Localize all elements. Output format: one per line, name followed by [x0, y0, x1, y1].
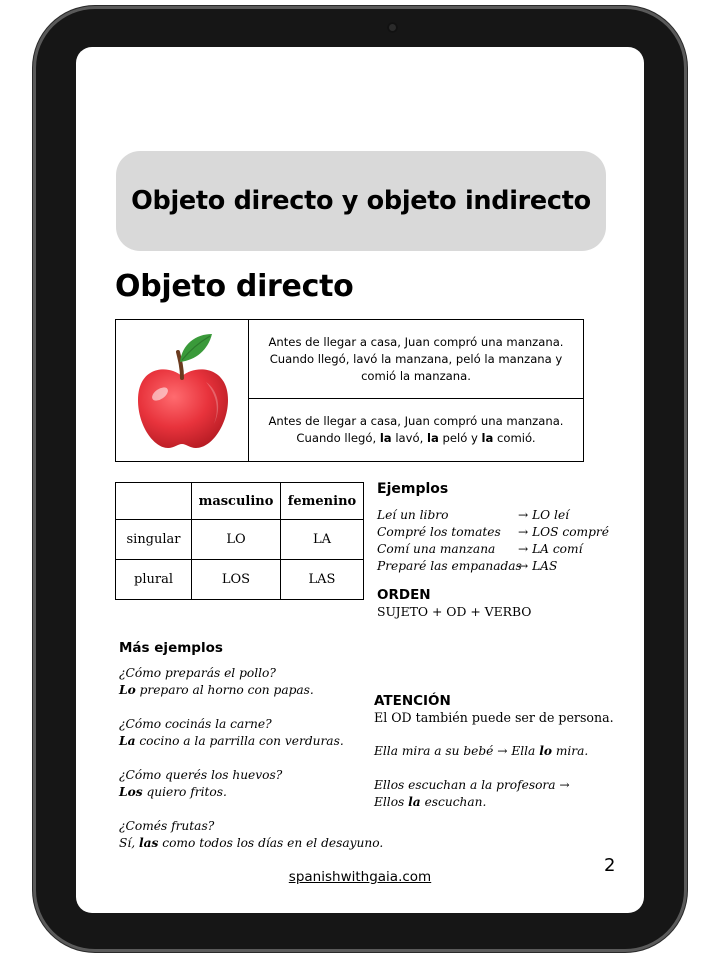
sentence-2-part-2: Cuando llegó,: [296, 431, 377, 445]
page-title: Objeto directo y objeto indirecto: [131, 186, 591, 216]
atencion-example-2: Ellos escuchan a la profesora → Ellos la escuchan.: [374, 778, 570, 809]
answer: cocino a la parrilla con verduras.: [139, 734, 344, 748]
row-label: singular: [116, 520, 192, 560]
camera-dot: [387, 22, 398, 33]
list-item: Preparé las empanadas → LAS: [377, 559, 558, 573]
atencion-text: El OD también puede ser de persona.: [374, 710, 614, 725]
table-header-masculino: masculino: [192, 483, 281, 520]
website-link[interactable]: spanishwithgaia.com: [288, 869, 432, 885]
apple-icon: [116, 320, 248, 461]
table-row: [116, 560, 364, 600]
answer: quiero fritos.: [146, 785, 227, 799]
table-header-row: [116, 483, 364, 520]
pronoun: La: [119, 734, 136, 748]
pronoun-1: la: [379, 431, 392, 445]
cell-fem: LAS: [281, 560, 364, 600]
orden-formula: SUJETO + OD + VERBO: [377, 604, 532, 619]
pronoun: Lo: [119, 683, 136, 697]
question: ¿Cómo cocinás la carne?: [119, 717, 272, 731]
list-item: Compré los tomates → LOS compré: [377, 525, 609, 539]
pronoun-table: [115, 482, 364, 600]
verb-1: lavó,: [395, 431, 424, 445]
pronoun: las: [139, 836, 159, 850]
pronoun-3: la: [481, 431, 494, 445]
cell-fem: LA: [281, 520, 364, 560]
mas-ejemplo-item: [119, 665, 314, 699]
pronoun: lo: [539, 744, 552, 758]
title-banner: [116, 151, 606, 251]
apple-image-cell: [116, 320, 249, 461]
verb-2: peló y: [442, 431, 478, 445]
pre: Sí,: [119, 836, 136, 850]
pronoun: la: [408, 795, 421, 809]
pronoun-2: la: [426, 431, 439, 445]
question: ¿Cómo preparás el pollo?: [119, 666, 276, 680]
table-header-empty: [116, 483, 192, 520]
mas-ejemplos-heading: Más ejemplos: [119, 640, 223, 656]
cell-masc: LOS: [192, 560, 281, 600]
table-header-femenino: femenino: [281, 483, 364, 520]
sentence-2-part-1: Antes de llegar a casa, Juan compró una manzana.: [268, 414, 564, 428]
answer: como todos los días en el desayuno.: [162, 836, 384, 850]
row-label: plural: [116, 560, 192, 600]
cell-masc: LO: [192, 520, 281, 560]
answer: preparo al horno con papas.: [139, 683, 314, 697]
atencion-heading: ATENCIÓN: [374, 693, 451, 709]
list-item: Leí un libro → LO leí: [377, 508, 570, 522]
page: [76, 47, 644, 913]
question: ¿Cómo querés los huevos?: [119, 768, 283, 782]
verb-3: comió.: [497, 431, 536, 445]
intro-sentence-2: [249, 399, 583, 461]
section-title: Objeto directo: [115, 269, 354, 304]
question: ¿Comés frutas?: [119, 819, 215, 833]
page-number: 2: [604, 855, 616, 876]
mas-ejemplo-item: [119, 716, 344, 750]
ejemplos-heading: Ejemplos: [377, 481, 449, 497]
pronoun: Los: [119, 785, 143, 799]
ejemplos-list: [377, 507, 617, 579]
orden-heading: ORDEN: [377, 587, 431, 603]
intro-box: [115, 319, 584, 462]
mas-ejemplo-item: [119, 767, 282, 801]
atencion-example-1: Ella mira a su bebé → Ella lo mira.: [374, 744, 589, 758]
intro-sentence-1: Antes de llegar a casa, Juan compró una manzana. Cuando llegó, lavó la manzana, peló la manzana y comió la manzana.: [249, 320, 583, 399]
list-item: Comí una manzana → LA comí: [377, 542, 583, 556]
mas-ejemplo-item: [119, 818, 383, 852]
table-row: [116, 520, 364, 560]
